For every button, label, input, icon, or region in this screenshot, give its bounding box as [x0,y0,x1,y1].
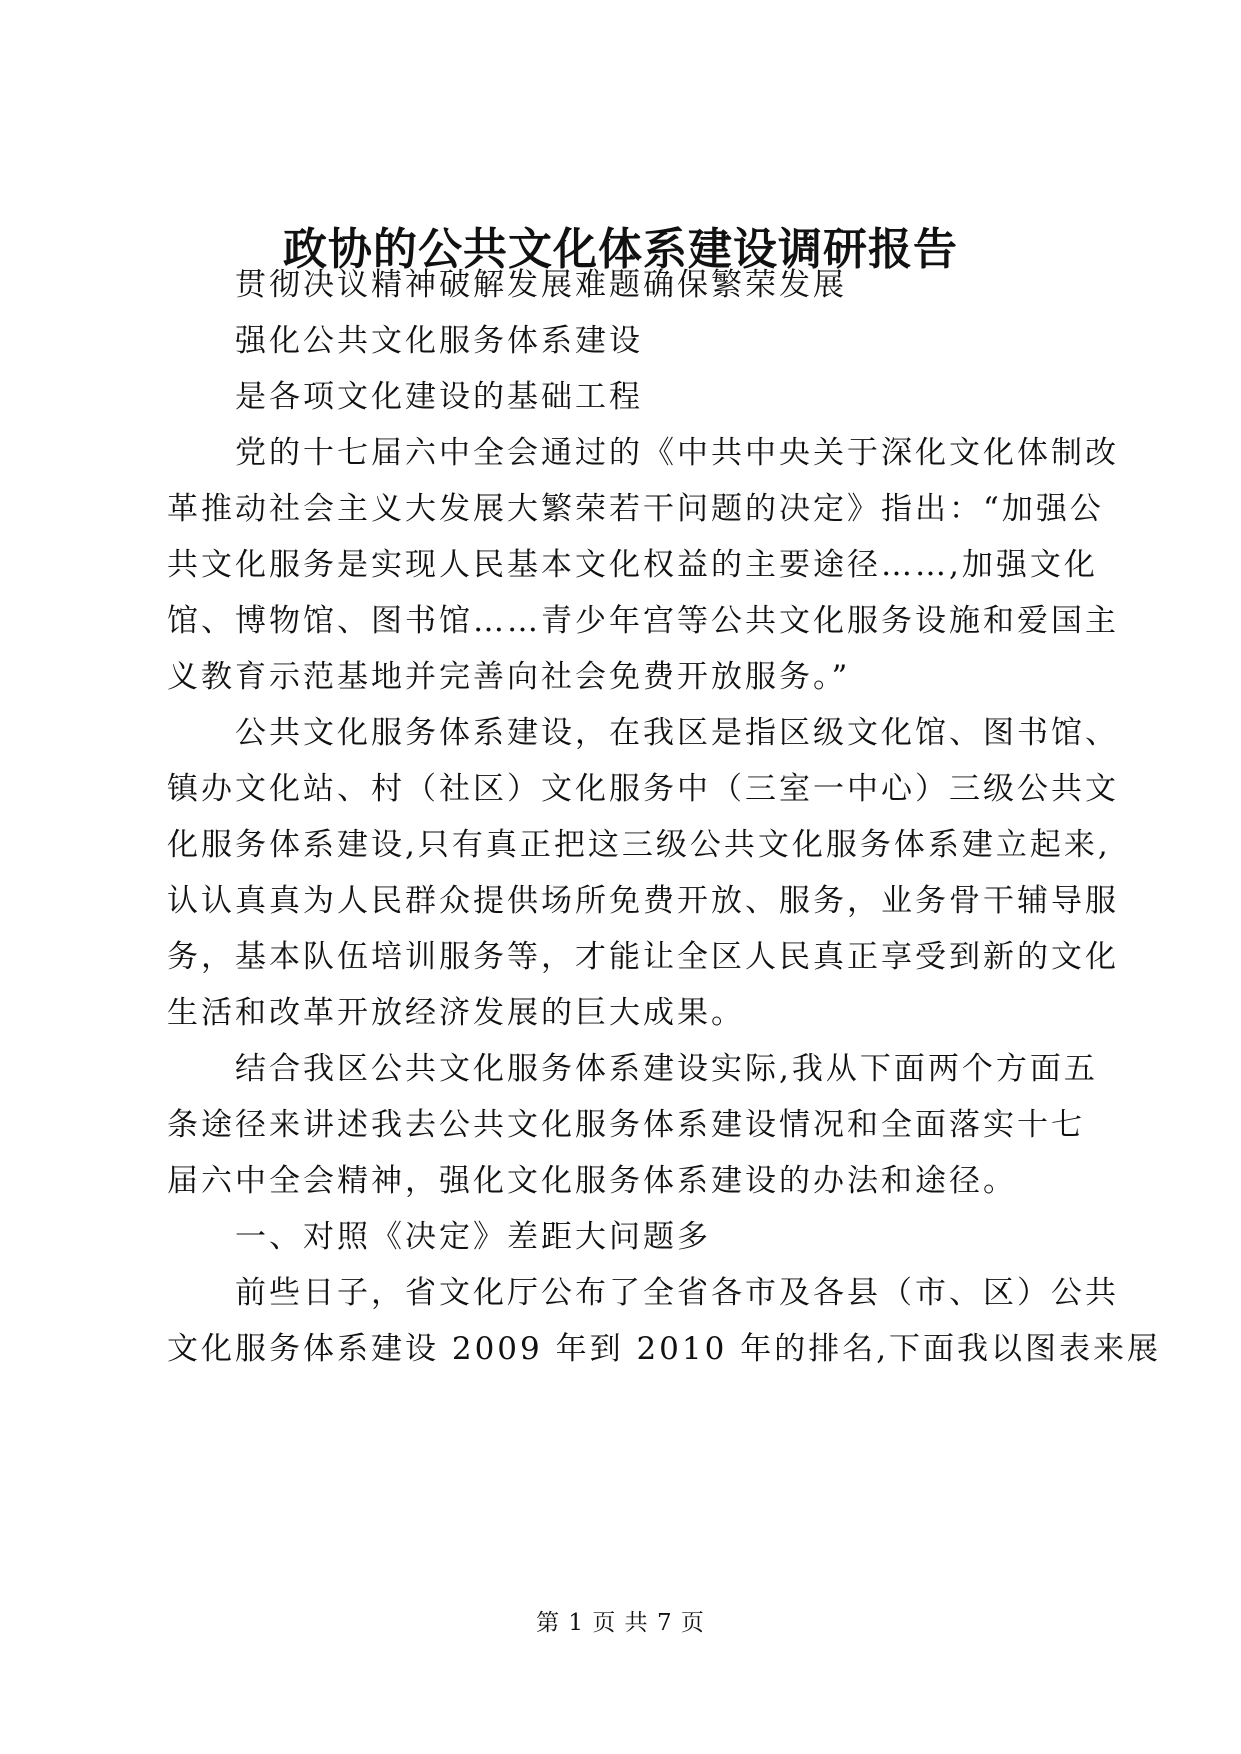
document-title: 政协的公共文化体系建设调研报告 [283,224,958,275]
text-line: 党的十七届六中全会通过的《中共中央关于深化文化体制改 [167,435,1119,471]
text-line: 届六中全会精神，强化文化服务体系建设的办法和途径。 [167,1163,1017,1199]
text-line: 条途径来讲述我去公共文化服务体系建设情况和全面落实十七 [167,1107,1085,1143]
text-line: 革推动社会主义大发展大繁荣若干问题的决定》指出：“加强公 [167,491,1104,527]
text-line: 一、对照《决定》差距大问题多 [167,1219,711,1255]
text-line: 化服务体系建设,只有真正把这三级公共文化服务体系建立起来, [167,827,1111,863]
text-line: 前些日子，省文化厅公布了全省各市及各县（市、区）公共 [167,1275,1119,1311]
text-line: 馆、博物馆、图书馆……青少年宫等公共文化服务设施和爱国主 [167,603,1119,639]
text-line: 义教育示范基地并完善向社会免费开放服务。” [167,659,851,695]
text-line: 生活和改革开放经济发展的巨大成果。 [167,995,745,1031]
text-line: 务，基本队伍培训服务等，才能让全区人民真正享受到新的文化 [167,939,1119,975]
text-line: 公共文化服务体系建设，在我区是指区级文化馆、图书馆、 [167,715,1119,751]
text-line: 是各项文化建设的基础工程 [167,379,643,415]
text-line: 强化公共文化服务体系建设 [167,323,643,359]
text-line: 认认真真为人民群众提供场所免费开放、服务，业务骨干辅导服 [167,883,1119,919]
text-line: 贯彻决议精神破解发展难题确保繁荣发展 [167,267,847,303]
text-line: 镇办文化站、村（社区）文化服务中（三室一中心）三级公共文 [167,771,1119,807]
text-line: 结合我区公共文化服务体系建设实际,我从下面两个方面五 [167,1051,1098,1087]
page-number: 第 1 页 共 7 页 [536,1610,705,1636]
text-line: 共文化服务是实现人民基本文化权益的主要途径……,加强文化 [167,547,1098,583]
text-line: 文化服务体系建设 2009 年到 2010 年的排名,下面我以图表来展 [167,1331,1162,1367]
